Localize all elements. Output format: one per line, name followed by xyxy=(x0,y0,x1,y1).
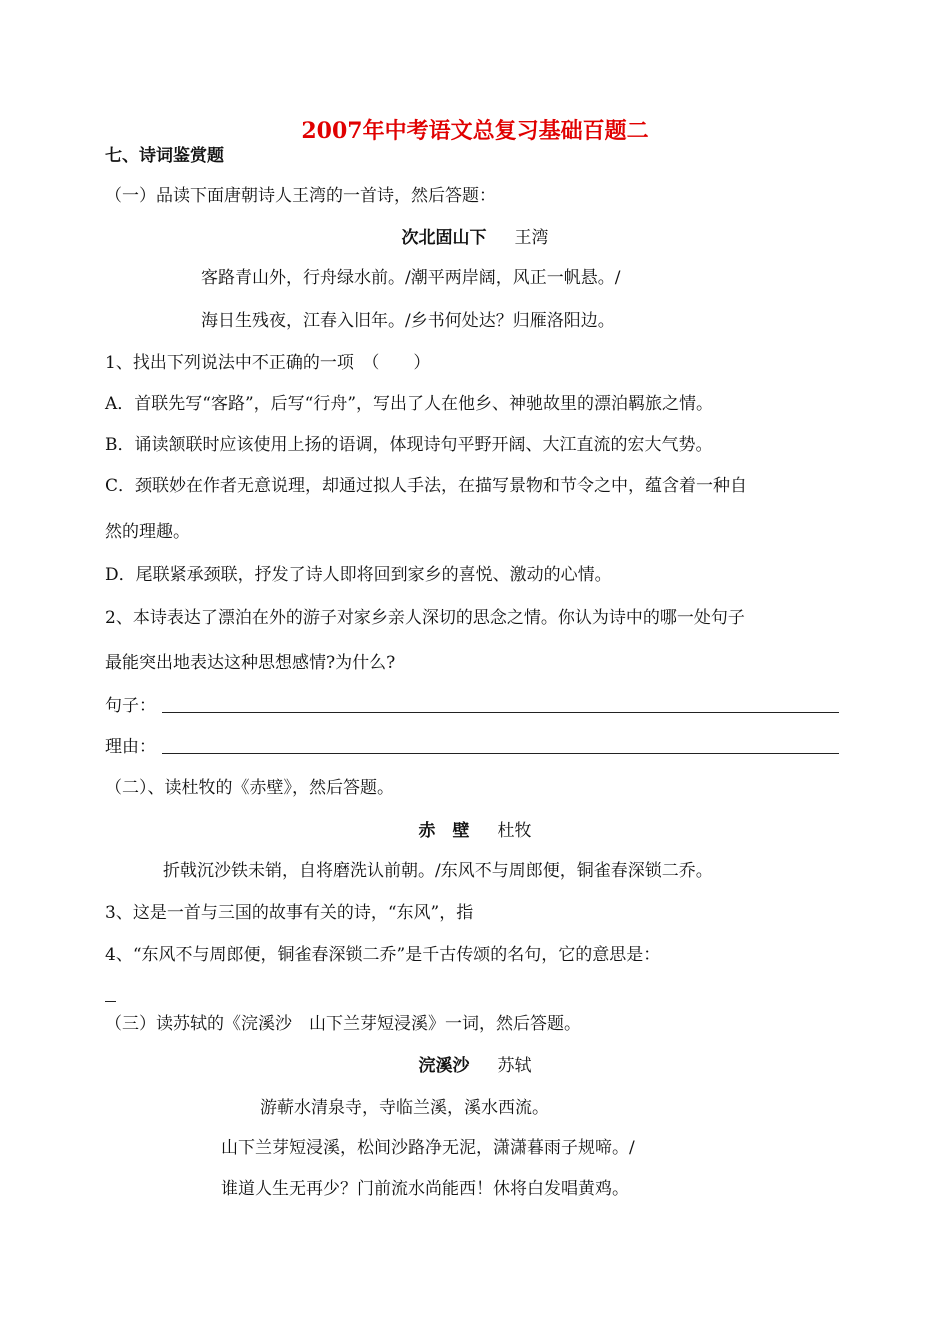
part3-poem-preface: 游蕲水清泉寺，寺临兰溪，溪水西流。 xyxy=(260,1098,549,1118)
part1-poem-line: 客路青山外，行舟绿水前。/潮平两岸阔，风正一帆悬。/ xyxy=(201,268,621,288)
part3-poem-line: 山下兰芽短浸溪，松间沙路净无泥，潇潇暮雨子规啼。/ xyxy=(221,1138,635,1158)
q1-option-c-cont: 然的理趣。 xyxy=(105,522,190,542)
answer-reason-label: 理由： xyxy=(105,737,156,757)
answer-sentence-label: 句子： xyxy=(105,696,156,716)
part1-intro: （一）品读下面唐朝诗人王湾的一首诗，然后答题： xyxy=(105,186,496,206)
question-1: 1、找出下列说法中不正确的一项 （ ） xyxy=(105,353,431,373)
q1-option-a: A．首联先写“客路”，后写“行舟”，写出了人在他乡、神驰故里的漂泊羁旅之情。 xyxy=(105,394,714,414)
page-title: 2007年中考语文总复习基础百题二 xyxy=(301,118,649,144)
part2-poem-line: 折戟沉沙铁未销，自将磨洗认前朝。/东风不与周郎便，铜雀春深锁二乔。 xyxy=(163,861,713,881)
section-heading: 七、诗词鉴赏题 xyxy=(105,146,224,166)
part2-poem-heading xyxy=(0,820,950,842)
part3-poem-author: 苏轼 xyxy=(497,1056,532,1076)
answer-sentence-line[interactable] xyxy=(162,712,839,713)
question-2: 2、本诗表达了漂泊在外的游子对家乡亲人深切的思念之情。你认为诗中的哪一处句子 xyxy=(105,608,745,628)
part2-poem-title: 赤 壁 xyxy=(418,821,470,841)
part3-intro: （三）读苏轼的《浣溪沙 山下兰芽短浸溪》一词，然后答题。 xyxy=(105,1014,581,1034)
question-3: 3、这是一首与三国的故事有关的诗，“东风”，指 xyxy=(105,903,474,923)
part3-poem-line: 谁道人生无再少？门前流水尚能西！休将白发唱黄鸡。 xyxy=(221,1179,629,1199)
part3-poem-title: 浣溪沙 xyxy=(418,1056,470,1076)
part1-poem-author: 王湾 xyxy=(514,228,549,248)
question-4: 4、“东风不与周郎便，铜雀春深锁二乔”是千古传颂的名句，它的意思是： xyxy=(105,945,661,965)
part2-poem-author: 杜牧 xyxy=(497,821,532,841)
q1-option-d: D．尾联紧承颈联，抒发了诗人即将回到家乡的喜悦、激动的心情。 xyxy=(105,565,612,585)
part1-poem-line: 海日生残夜，江春入旧年。/乡书何处达？归雁洛阳边。 xyxy=(201,311,615,331)
part1-poem-title: 次北固山下 xyxy=(401,228,487,248)
part2-intro: （二）、读杜牧的《赤壁》，然后答题。 xyxy=(105,778,394,798)
part3-poem-heading xyxy=(0,1055,950,1077)
question-2-cont: 最能突出地表达这种思想感情?为什么? xyxy=(105,653,396,673)
answer-reason-line[interactable] xyxy=(162,753,839,754)
answer-blank-mark xyxy=(105,1001,116,1002)
part1-poem-heading xyxy=(0,227,950,249)
q1-option-c: C．颈联妙在作者无意说理，却通过拟人手法，在描写景物和节令之中，蕴含着一种自 xyxy=(105,476,748,496)
q1-option-b: B．诵读颔联时应该使用上扬的语调，体现诗句平野开阔、大江直流的宏大气势。 xyxy=(105,435,713,455)
